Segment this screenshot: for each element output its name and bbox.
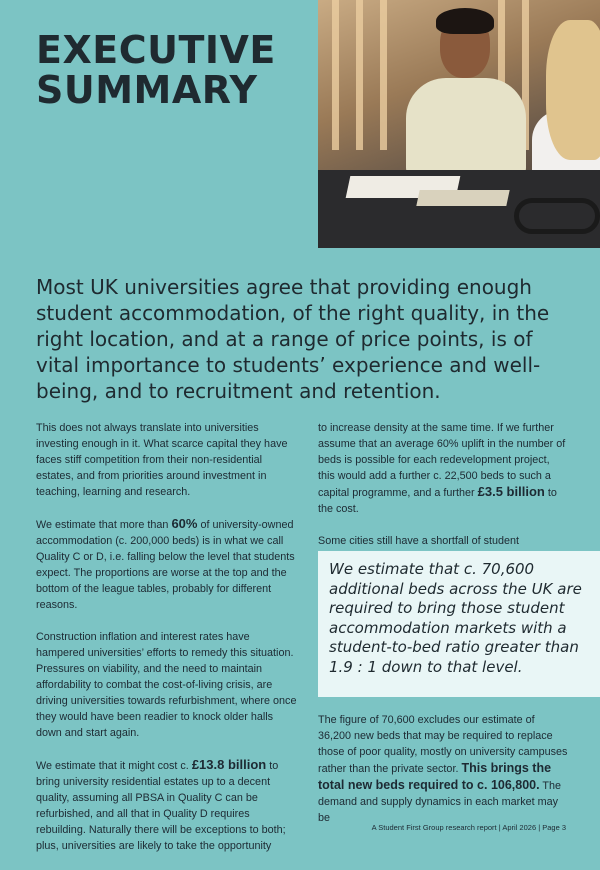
highlight-figure: 60% [171,516,198,531]
highlight-figure: £13.8 billion [191,757,267,772]
body-paragraph: This does not always translate into universities investing enough in it. What scarce capital they have faces stiff competition from their non-residential estates, and from priorities around investment in teaching, learning and research. [36,422,288,498]
body-paragraph: We estimate that it might cost c. £13.8 billion to bring university residential estates up to a decent quality, assuming all PBSA in Quality C can be refurbished, and all that in Quality D requires rebuilding. Naturally there will be exceptions to both; plus, universities are likely to take the opportunity [36,757,286,852]
lead-paragraph: Most UK universities agree that providing enough student accommodation, of the right quality, in the right location, and at a range of price points, is of vital importance to students’ experience and well-being, and to recruitment and retention. [36,275,550,403]
body-paragraph: Construction inflation and interest rates have hampered universities’ efforts to remedy this situation. Pressures on viability, and the need to maintain affordability to combat the cost-of-living crisis, are driving universities towards refurbishment, where once they would have been readier to knock older halls down and start again. [36,631,297,739]
body-paragraph: to increase density at the same time. If we further assume that an average 60% uplift in the number of beds is possible for each redevelopment project, this would add a further c. 22,500 beds to such a capital programme, and a further £3.5 billion to the cost. [318,422,566,515]
page-footer: A Student First Group research report | April 2026 | Page 3 [371,823,566,832]
body-paragraph: The figure of 70,600 excludes our estimate of 36,200 new beds that may be required to replace those of poor quality, mostly on university campuses rather than the private sector. This brings the total new beds required to c. 106,800. The demand and supply dynamics in each market may be [318,714,568,824]
page-title [36,30,276,110]
body-paragraph: Some cities still have a shortfall of student [318,535,520,547]
highlight-statement: This brings the total new beds required to c. 106,800. [318,761,552,792]
left-column [36,420,298,870]
highlight-figure: £3.5 billion [477,484,545,499]
pull-quote-callout: We estimate that c. 70,600 additional beds across the UK are required to bring those student accommodation markets with a student-to-bed ratio greater than 1.9 : 1 down to that level. [318,551,600,697]
students-studying-photo [318,0,600,248]
title-line-2: SUMMARY [36,68,258,112]
title-line-1: EXECUTIVE [36,28,276,72]
body-paragraph: We estimate that more than 60% of university-owned accommodation (c. 200,000 beds) is in what we call Quality C or D, i.e. falling below the level that students expect. The proportions are worse at the top and the bottom of the league tables, probably for different reasons. [36,516,295,611]
